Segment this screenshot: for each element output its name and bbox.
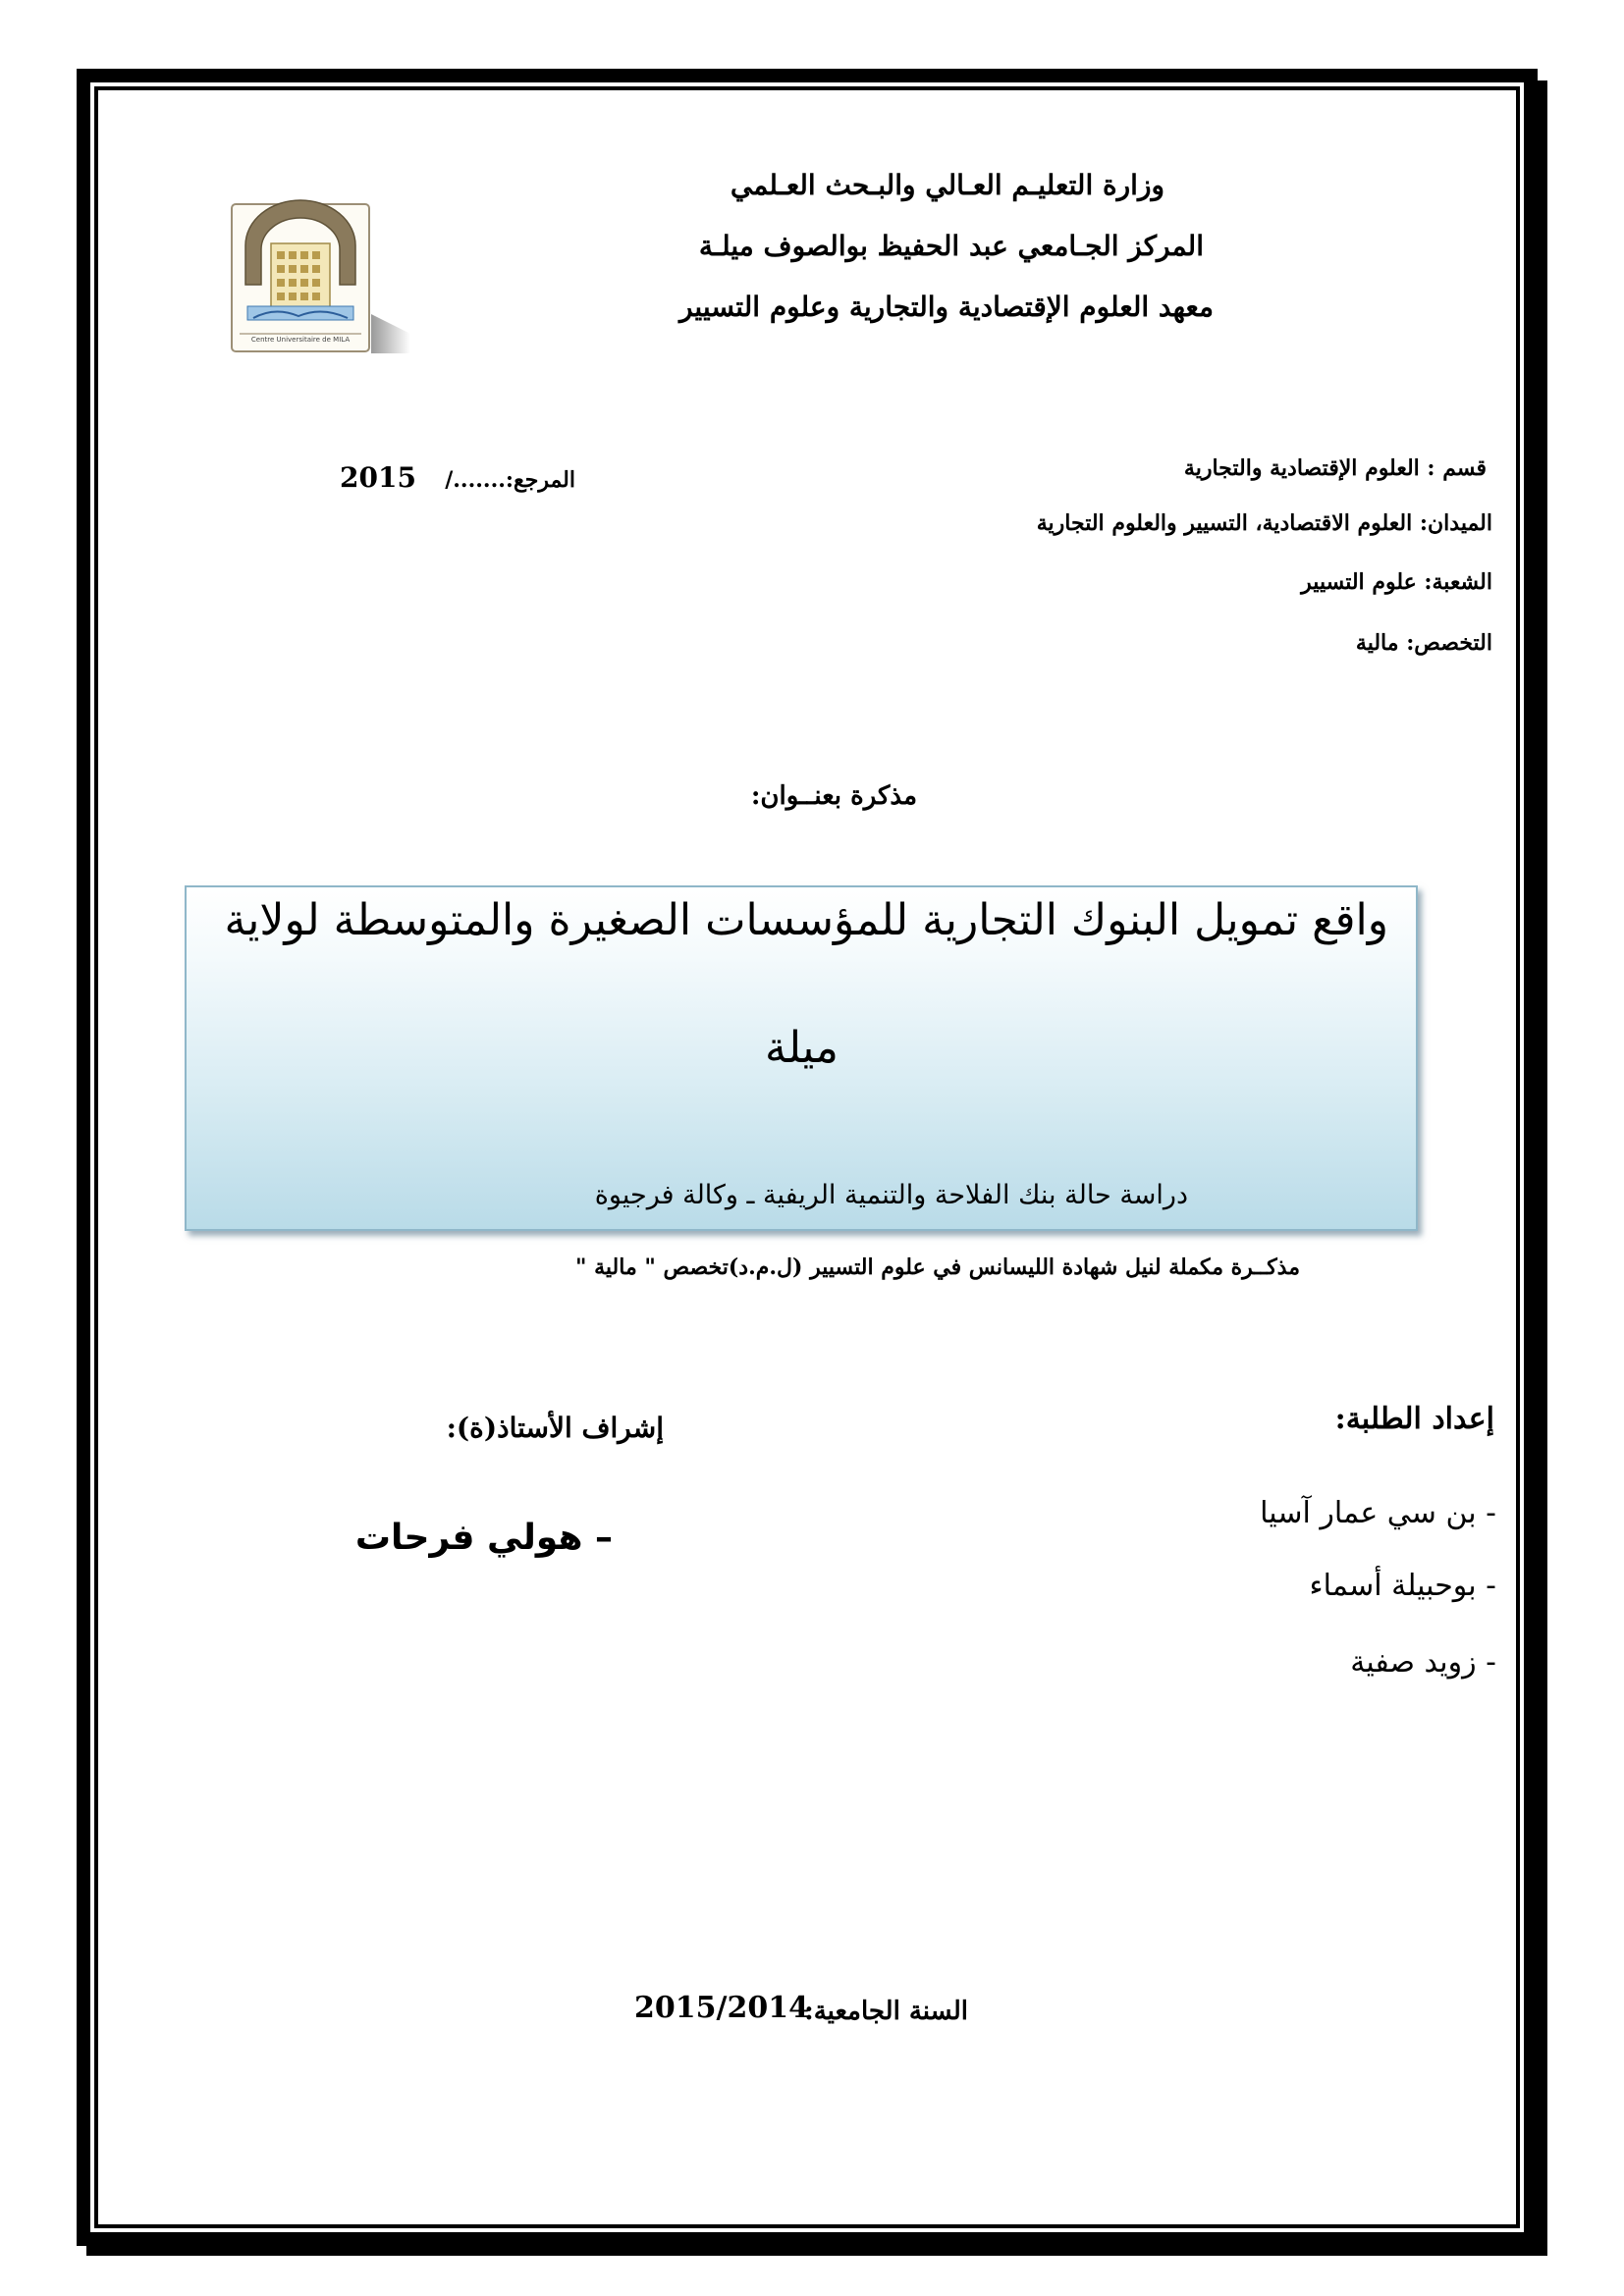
academic-year-value: 2015/2014 (634, 1991, 809, 2025)
institute-name: معهد العلوم الإقتصادية والتجارية وعلوم التسيير (678, 291, 1214, 323)
university-center-name: المركز الجـامعي عبد الحفيظ بوالصوف ميلـة (698, 230, 1204, 262)
frame-shadow-right (1538, 80, 1547, 2256)
students-heading: إعداد الطلبة: (1334, 1402, 1494, 1436)
thesis-subtitle: دراسة حالة بنك الفلاحة والتنمية الريفية ـ وكالة فرجيوة (594, 1180, 1188, 1210)
frame-shadow-bottom (86, 2246, 1547, 2256)
degree-note: مذكــرة مكملة لنيل شهادة الليسانس في علوم التسيير (ل.م.د)تخصص " مالية " (574, 1255, 1300, 1280)
branch: الشعبة: علوم التسيير (1301, 569, 1492, 595)
reference-year: 2015 (340, 461, 416, 494)
department: قسم : العلوم الإقتصادية والتجارية (1183, 455, 1487, 481)
thesis-title-line1: واقع تمويل البنوك التجارية للمؤسسات الصغيرة والمتوسطة لولاية (224, 895, 1388, 945)
supervisor-name: – هولي فرحات (354, 1518, 613, 1558)
thesis-title-line2: ميلة (764, 1023, 839, 1073)
field: الميدان: العلوم الاقتصادية، التسيير والعلوم التجارية (1036, 510, 1492, 536)
university-logo (224, 196, 410, 358)
student-name: - زويد صفية (1350, 1645, 1496, 1680)
reference-label: المرجع:......./ (445, 467, 575, 493)
memo-heading: مذكرة بعنــوان: (750, 781, 917, 811)
student-name: - بن سي عمار آسيا (1260, 1496, 1496, 1530)
ministry-name: وزارة التعليـم العـالي والبـحث العـلمي (730, 169, 1164, 201)
academic-year-label: السنة الجامعية: (804, 1997, 968, 2026)
specialty: التخصص: مالية (1355, 630, 1492, 656)
student-name: - بوحبيلة أسماء (1309, 1569, 1496, 1603)
supervisor-heading: إشراف الأستاذ(ة): (446, 1412, 664, 1444)
logo-caption: Centre Universitaire de MILA (250, 336, 351, 344)
university-building-icon (224, 196, 410, 358)
